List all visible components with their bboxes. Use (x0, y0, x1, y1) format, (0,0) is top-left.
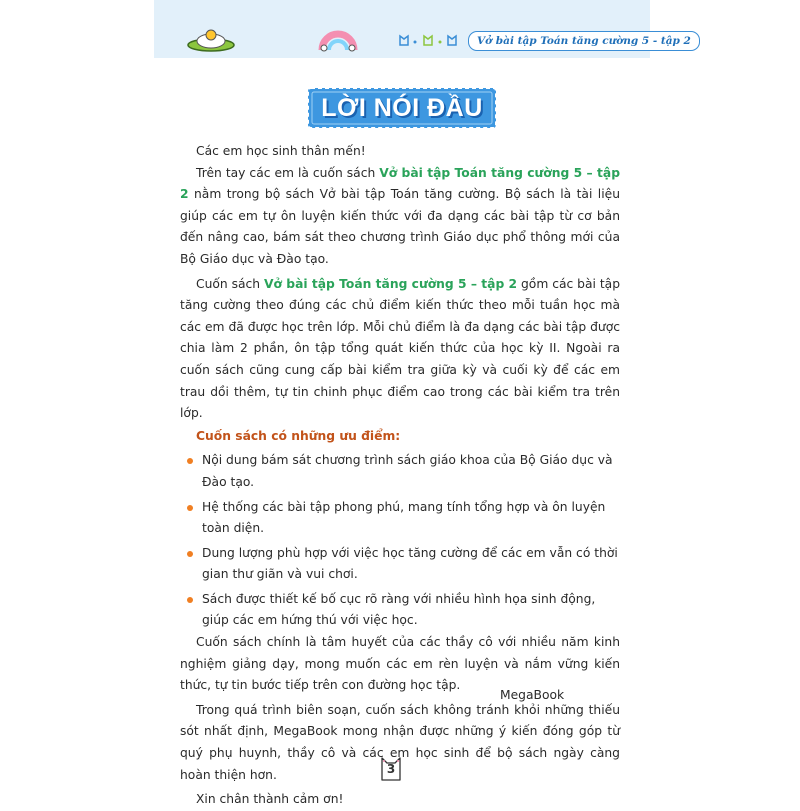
list-item (180, 589, 620, 632)
rainbow-icon (318, 22, 358, 52)
list-item-text: Nội dung bám sát chương trình sách giáo khoa của Bộ Giáo dục và Đào tạo. (202, 453, 613, 489)
bullet-icon (187, 505, 193, 511)
list-item-text: Hệ thống các bài tập phong phú, mang tính tổng hợp và ôn luyện toàn diện. (202, 499, 606, 536)
page-title-banner (306, 86, 498, 130)
book-series-badge: Vở bài tập Toán tăng cường 5 - tập 2 (468, 31, 700, 51)
list-item-text: Dung lượng phù hợp với việc học tăng cường để các em vẫn có thời gian thư giãn và vui chơi. (202, 545, 618, 582)
list-item (180, 543, 620, 586)
paragraph-4: Trong quá trình biên soạn, cuốn sách không tránh khỏi những thiếu sót nhất định, MegaBook mong nhận được những ý kiến đóng góp từ quý phụ huynh, thầy cô và các em học sinh để bộ sách ngày càng hoàn thiện hơn. (180, 702, 620, 782)
page-number: 3 (386, 762, 396, 776)
bullet-icon (187, 458, 193, 464)
signature: MegaBook (500, 688, 565, 702)
preface-body (180, 141, 620, 811)
advantages-list (180, 450, 620, 632)
book-title-highlight: Vở bài tập Toán tăng cường 5 – tập 2 (180, 165, 620, 202)
list-item (180, 450, 620, 493)
bullet-icon (187, 551, 193, 557)
paragraph-2-text: Cuốn sách (196, 276, 265, 291)
bullet-icon (187, 597, 193, 603)
paragraph-2-rest: gồm các bài tập tăng cường theo đúng các chủ điểm kiến thức theo mỗi tuần học mà các em đã được học trên lớp. Mỗi chủ điểm là đa dạng các bài tập được chia làm 2 phần, ôn tập tổng quát kiến thức của học kỳ II. Ngoài ra cuốn sách cũng cung cấp bài kiểm tra giữa kỳ và cuối kỳ để các em trau dồi thêm, tự tin chinh phục điểm cao trong các bài kiểm tra trên lớp. (180, 276, 621, 421)
paragraph-3: Cuốn sách chính là tâm huyết của các thầy cô với nhiều năm kinh nghiệm giảng dạy, mong muốn các em rèn luyện và nắm vững kiến thức, tự tin bước tiếp trên con đường học tập. (180, 635, 620, 693)
paragraph-1-text: Trên tay các em là cuốn sách (196, 165, 380, 180)
book-title-highlight: Vở bài tập Toán tăng cường 5 – tập 2 (264, 276, 518, 291)
paragraph-1-rest: nằm trong bộ sách Vở bài tập Toán tăng cường. Bộ sách là tài liệu giúp các em tự ôn luyện kiến thức với đa dạng các bài tập từ cơ bản đến nâng cao, bám sát theo chương trình Giáo dục phổ thông mới của Bộ Giáo dục và Đào tạo. (180, 187, 620, 266)
advantages-heading: Cuốn sách có những ưu điểm: (196, 428, 401, 443)
list-item (180, 497, 620, 540)
paragraph-2 (180, 274, 620, 425)
egg-on-plate-icon (186, 27, 236, 53)
list-item-text: Sách được thiết kế bố cục rõ ràng với nhiều hình họa sinh động, giúp các em hứng thú với việc học. (202, 591, 596, 628)
page-title: LỜI NÓI ĐẦU (321, 94, 483, 122)
greeting: Các em học sinh thân mến! (196, 144, 366, 158)
thanks-line: Xin chân thành cảm ơn! (196, 792, 344, 807)
paragraph-1 (180, 163, 620, 271)
cat-faces-icon (398, 33, 464, 47)
